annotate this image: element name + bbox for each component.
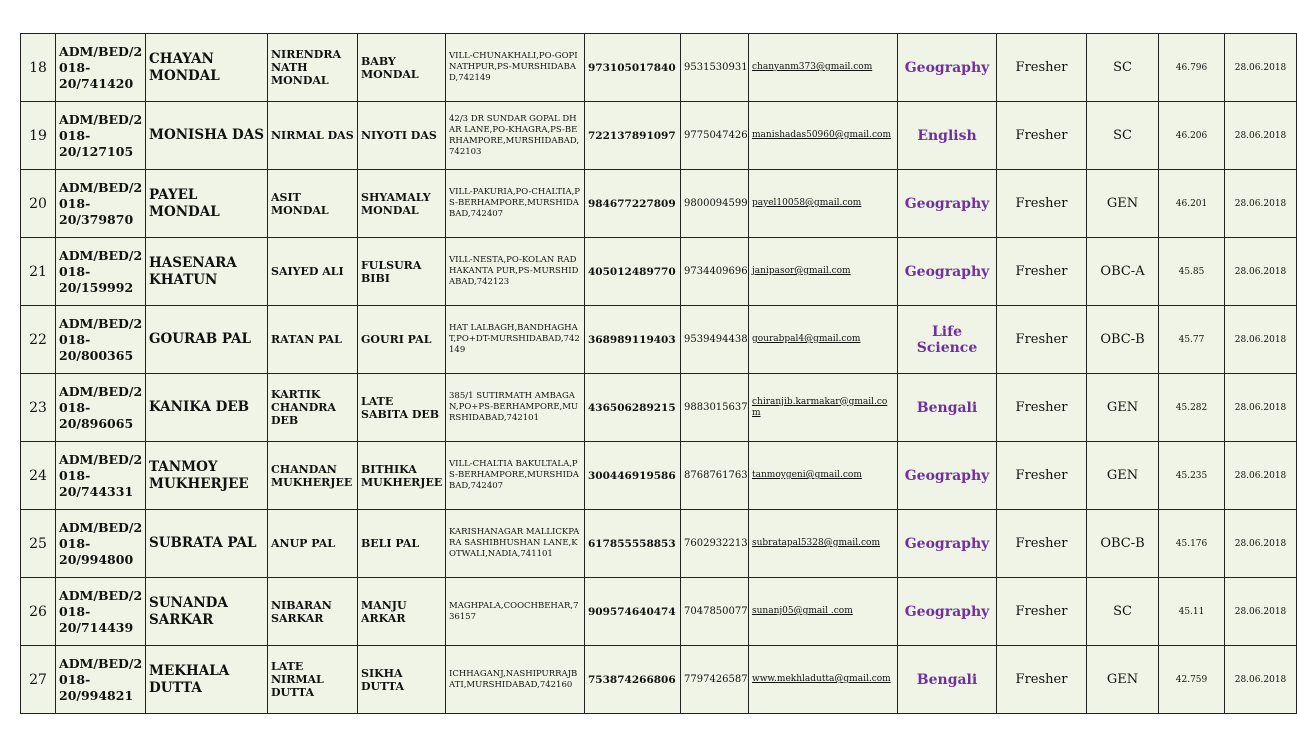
serial-number: 21 (21, 238, 56, 306)
father-name: NIRMAL DAS (268, 102, 358, 170)
candidate-name: MEKHALA DUTTA (146, 646, 268, 714)
merit-marks: 42.759 (1159, 646, 1225, 714)
candidate-category: Fresher (997, 578, 1087, 646)
caste-category: GEN (1087, 374, 1159, 442)
admission-number: ADM/BED/2 018- 20/800365 (56, 306, 146, 374)
merit-marks: 45.282 (1159, 374, 1225, 442)
mother-name: GOURI PAL (358, 306, 446, 374)
email-link[interactable]: manishadas50960@gmail.com (752, 130, 892, 140)
subject: Geography (898, 578, 997, 646)
caste-category: GEN (1087, 646, 1159, 714)
candidate-name: GOURAB PAL (146, 306, 268, 374)
subject: Bengali (898, 646, 997, 714)
aadhaar-number: 300446919586 (585, 442, 681, 510)
phone-number: 7797426587 (681, 646, 749, 714)
merit-marks: 46.206 (1159, 102, 1225, 170)
serial-number: 18 (21, 34, 56, 102)
email-cell (749, 442, 898, 510)
phone-number: 9734409696 (681, 238, 749, 306)
email-cell (749, 306, 898, 374)
table-body (21, 34, 1297, 714)
aadhaar-number: 984677227809 (585, 170, 681, 238)
candidate-name: SUNANDA SARKAR (146, 578, 268, 646)
subject: Geography (898, 442, 997, 510)
merit-marks: 45.11 (1159, 578, 1225, 646)
phone-number: 9531530931 (681, 34, 749, 102)
serial-number: 25 (21, 510, 56, 578)
table-row (21, 510, 1297, 578)
aadhaar-number: 436506289215 (585, 374, 681, 442)
address: KARISHANAGAR MALLICKPARA SASHIBHUSHAN LANE,KOTWALI,NADIA,741101 (446, 510, 585, 578)
merit-marks: 46.796 (1159, 34, 1225, 102)
phone-number: 7602932213 (681, 510, 749, 578)
table-row (21, 102, 1297, 170)
email-cell (749, 578, 898, 646)
email-link[interactable]: chanyanm373@gmail.com (752, 62, 873, 72)
serial-number: 23 (21, 374, 56, 442)
table-row (21, 238, 1297, 306)
admission-number: ADM/BED/2 018- 20/127105 (56, 102, 146, 170)
candidate-category: Fresher (997, 646, 1087, 714)
address: VILL-CHUNAKHALI,PO-GOPINATHPUR,PS-MURSHIDABAD,742149 (446, 34, 585, 102)
phone-number: 9800094599 (681, 170, 749, 238)
candidate-category: Fresher (997, 510, 1087, 578)
candidate-category: Fresher (997, 306, 1087, 374)
admission-number: ADM/BED/2 018- 20/896065 (56, 374, 146, 442)
aadhaar-number: 909574640474 (585, 578, 681, 646)
email-cell (749, 374, 898, 442)
email-cell (749, 510, 898, 578)
email-link[interactable]: janipasor@gmail.com (752, 266, 851, 276)
admission-date: 28.06.2018 (1225, 510, 1297, 578)
address: VILL-CHALTIA BAKULTALA,PS-BERHAMPORE,MURSHIDABAD,742407 (446, 442, 585, 510)
email-cell (749, 646, 898, 714)
serial-number: 24 (21, 442, 56, 510)
phone-number: 8768761763 (681, 442, 749, 510)
candidate-name: KANIKA DEB (146, 374, 268, 442)
admission-number: ADM/BED/2 018- 20/741420 (56, 34, 146, 102)
serial-number: 19 (21, 102, 56, 170)
merit-marks: 45.235 (1159, 442, 1225, 510)
admission-number: ADM/BED/2 018- 20/379870 (56, 170, 146, 238)
address: HAT LALBAGH,BANDHAGHAT,PO+DT-MURSHIDABAD,742149 (446, 306, 585, 374)
email-link[interactable]: subratapal5328@gmail.com (752, 538, 881, 548)
address: VILL-NESTA,PO-KOLAN RADHAKANTA PUR,PS-MURSHIDABAD,742123 (446, 238, 585, 306)
table-row (21, 442, 1297, 510)
aadhaar-number: 617855558853 (585, 510, 681, 578)
candidate-name: HASENARA KHATUN (146, 238, 268, 306)
caste-category: GEN (1087, 170, 1159, 238)
father-name: ASIT MONDAL (268, 170, 358, 238)
merit-marks: 45.85 (1159, 238, 1225, 306)
caste-category: OBC-B (1087, 510, 1159, 578)
father-name: SAIYED ALI (268, 238, 358, 306)
email-link[interactable]: payel10058@gmail.com (752, 198, 862, 208)
phone-number: 9775047426 (681, 102, 749, 170)
candidate-category: Fresher (997, 238, 1087, 306)
admission-date: 28.06.2018 (1225, 306, 1297, 374)
candidate-name: MONISHA DAS (146, 102, 268, 170)
admission-number: ADM/BED/2 018- 20/744331 (56, 442, 146, 510)
phone-number: 9539494438 (681, 306, 749, 374)
email-link[interactable]: tanmoygeni@gmail.com (752, 470, 862, 480)
father-name: RATAN PAL (268, 306, 358, 374)
subject: Geography (898, 238, 997, 306)
table-row (21, 170, 1297, 238)
subject: Geography (898, 170, 997, 238)
serial-number: 27 (21, 646, 56, 714)
serial-number: 20 (21, 170, 56, 238)
candidate-name: SUBRATA PAL (146, 510, 268, 578)
mother-name: MANJU ARKAR (358, 578, 446, 646)
serial-number: 26 (21, 578, 56, 646)
candidate-category: Fresher (997, 442, 1087, 510)
candidate-name: TANMOY MUKHERJEE (146, 442, 268, 510)
mother-name: FULSURA BIBI (358, 238, 446, 306)
email-cell (749, 238, 898, 306)
mother-name: SHYAMALY MONDAL (358, 170, 446, 238)
admission-number: ADM/BED/2 018- 20/714439 (56, 578, 146, 646)
table-row (21, 646, 1297, 714)
table-row (21, 578, 1297, 646)
admission-date: 28.06.2018 (1225, 442, 1297, 510)
admission-number: ADM/BED/2 018- 20/159992 (56, 238, 146, 306)
email-cell (749, 34, 898, 102)
admission-date: 28.06.2018 (1225, 374, 1297, 442)
candidate-name: CHAYAN MONDAL (146, 34, 268, 102)
mother-name: NIYOTI DAS (358, 102, 446, 170)
subject: English (898, 102, 997, 170)
candidate-category: Fresher (997, 374, 1087, 442)
candidate-name: PAYEL MONDAL (146, 170, 268, 238)
admission-date: 28.06.2018 (1225, 646, 1297, 714)
phone-number: 9883015637 (681, 374, 749, 442)
address: MAGHPALA,COOCHBEHAR,736157 (446, 578, 585, 646)
admission-date: 28.06.2018 (1225, 578, 1297, 646)
address: VILL-PAKURIA,PO-CHALTIA,PS-BERHAMPORE,MURSHIDABAD,742407 (446, 170, 585, 238)
subject: Geography (898, 34, 997, 102)
mother-name: SIKHA DUTTA (358, 646, 446, 714)
caste-category: OBC-A (1087, 238, 1159, 306)
candidate-category: Fresher (997, 170, 1087, 238)
admission-number: ADM/BED/2 018- 20/994800 (56, 510, 146, 578)
father-name: NIRENDRA NATH MONDAL (268, 34, 358, 102)
email-link[interactable]: gourabpal4@gmail.com (752, 334, 861, 344)
admission-date: 28.06.2018 (1225, 102, 1297, 170)
aadhaar-number: 973105017840 (585, 34, 681, 102)
aadhaar-number: 722137891097 (585, 102, 681, 170)
merit-marks: 45.77 (1159, 306, 1225, 374)
caste-category: SC (1087, 34, 1159, 102)
address: ICHHAGANJ,NASHIPURRAJBATI,MURSHIDABAD,742160 (446, 646, 585, 714)
aadhaar-number: 753874266806 (585, 646, 681, 714)
email-link[interactable]: sunanj05@gmail .com (752, 606, 853, 616)
aadhaar-number: 368989119403 (585, 306, 681, 374)
mother-name: BELI PAL (358, 510, 446, 578)
father-name: KARTIK CHANDRA DEB (268, 374, 358, 442)
caste-category: OBC-B (1087, 306, 1159, 374)
candidate-category: Fresher (997, 102, 1087, 170)
subject: Life Science (898, 306, 997, 374)
mother-name: LATE SABITA DEB (358, 374, 446, 442)
father-name: LATE NIRMAL DUTTA (268, 646, 358, 714)
serial-number: 22 (21, 306, 56, 374)
merit-marks: 46.201 (1159, 170, 1225, 238)
caste-category: SC (1087, 578, 1159, 646)
email-link[interactable]: chiranjib.karmakar@gmail.com (752, 396, 888, 418)
merit-marks: 45.176 (1159, 510, 1225, 578)
email-cell (749, 102, 898, 170)
mother-name: BABY MONDAL (358, 34, 446, 102)
admission-list-table (20, 33, 1297, 714)
subject: Bengali (898, 374, 997, 442)
mother-name: BITHIKA MUKHERJEE (358, 442, 446, 510)
address: 385/1 SUTIRMATH AMBAGAN,PO+PS-BERHAMPORE,MURSHIDABAD,742101 (446, 374, 585, 442)
admission-number: ADM/BED/2 018- 20/994821 (56, 646, 146, 714)
admission-date: 28.06.2018 (1225, 238, 1297, 306)
father-name: NIBARAN SARKAR (268, 578, 358, 646)
table-row (21, 374, 1297, 442)
candidate-category: Fresher (997, 34, 1087, 102)
email-link[interactable]: www.mekhladutta@gmail.com (752, 674, 891, 684)
father-name: ANUP PAL (268, 510, 358, 578)
admission-date: 28.06.2018 (1225, 170, 1297, 238)
address: 42/3 DR SUNDAR GOPAL DHAR LANE,PO-KHAGRA,PS-BERHAMPORE,MURSHIDABAD,742103 (446, 102, 585, 170)
aadhaar-number: 405012489770 (585, 238, 681, 306)
email-cell (749, 170, 898, 238)
phone-number: 7047850077 (681, 578, 749, 646)
caste-category: SC (1087, 102, 1159, 170)
father-name: CHANDAN MUKHERJEE (268, 442, 358, 510)
admission-date: 28.06.2018 (1225, 34, 1297, 102)
caste-category: GEN (1087, 442, 1159, 510)
table-row (21, 34, 1297, 102)
subject: Geography (898, 510, 997, 578)
table-row (21, 306, 1297, 374)
